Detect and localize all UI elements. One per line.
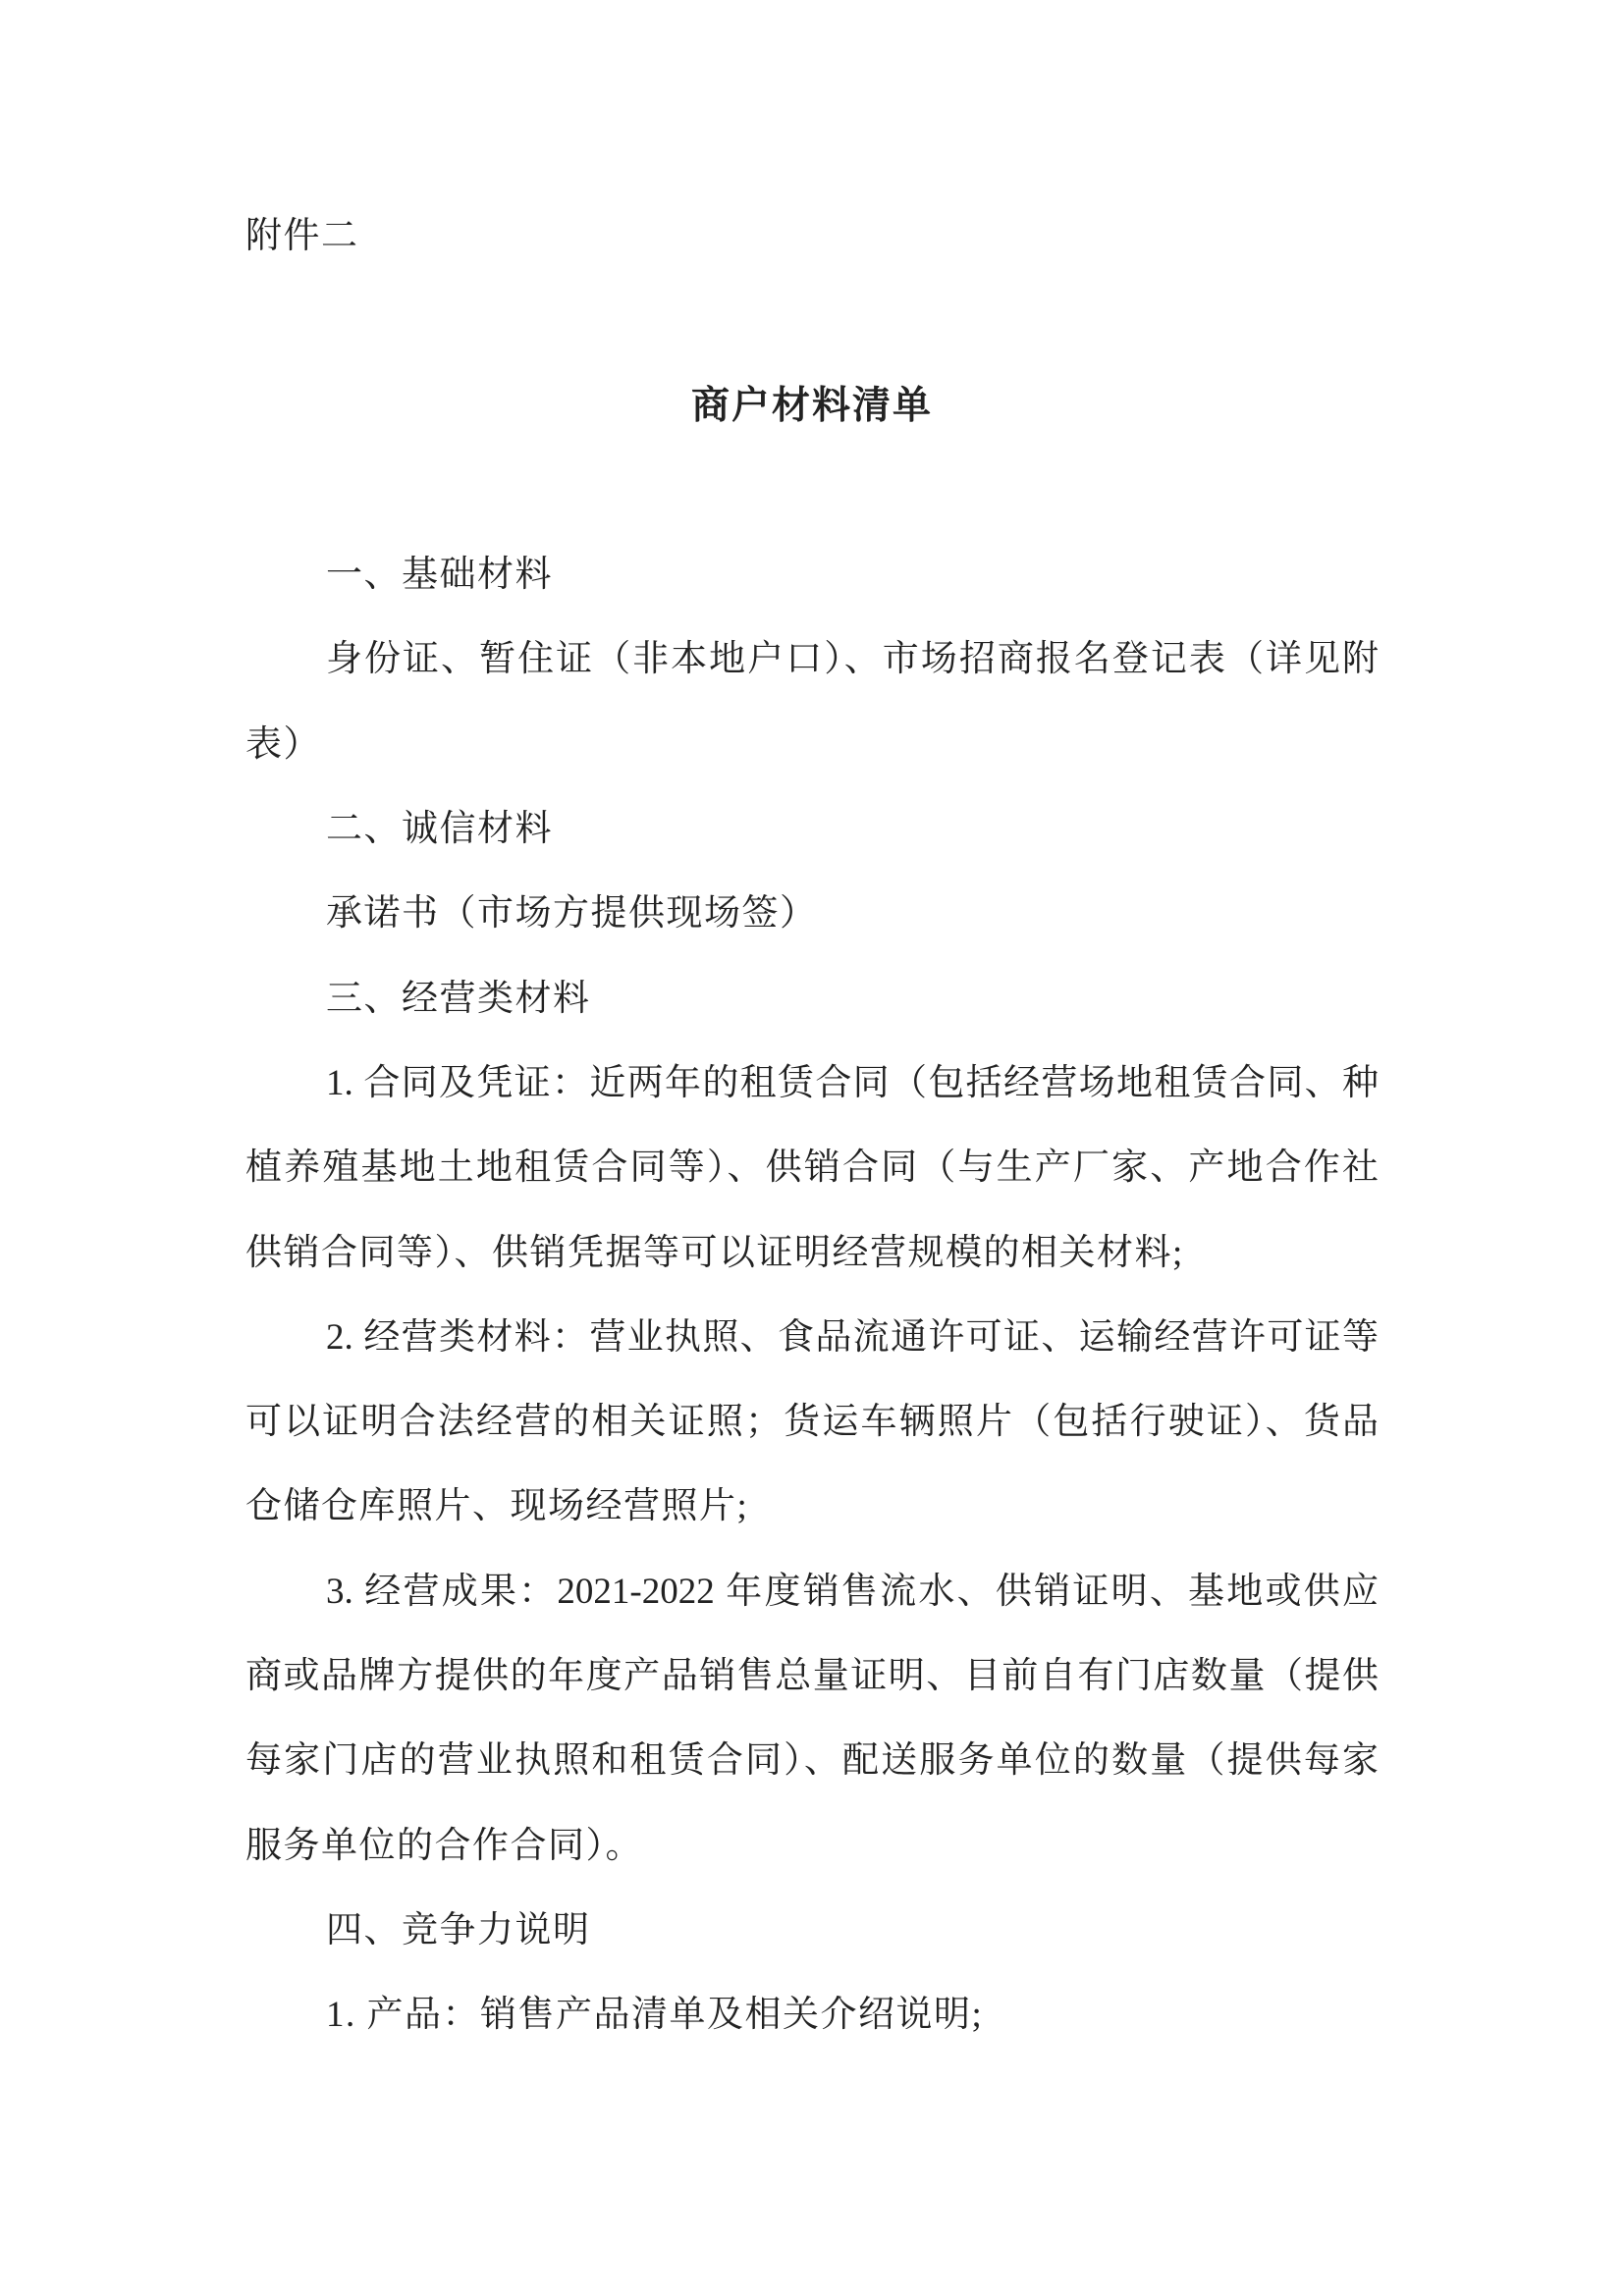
blank-line [245, 279, 1379, 363]
text-line: 2. 经营类材料：营业执照、食品流通许可证、运输经营许可证等 [326, 1316, 1379, 1358]
section-heading-3: 三、经营类材料 [326, 978, 591, 1019]
attachment-label: 附件二 [245, 216, 359, 256]
text-line: 可以证明合法经营的相关证照；货运车辆照片（包括行驶证）、货品 [245, 1402, 1379, 1443]
text-line: 表） [245, 723, 321, 765]
text-line: 1. 合同及凭证：近两年的租赁合同（包括经营场地租赁合同、种 [326, 1062, 1379, 1103]
document-body [245, 194, 1379, 2058]
text-line: 3. 经营成果：2021-2022 年度销售流水、供销证明、基地或供应 [326, 1571, 1379, 1612]
text-line: 供销合同等）、供销凭据等可以证明经营规模的相关材料; [245, 1232, 1184, 1273]
text-line: 身份证、暂住证（非本地户口）、市场招商报名登记表（详见附 [326, 639, 1379, 680]
document-title: 商户材料清单 [690, 384, 933, 427]
text-line: 服务单位的合作合同）。 [245, 1825, 643, 1866]
text-line: 1. 产品：销售产品清单及相关介绍说明; [326, 1995, 984, 2036]
section-heading-4: 四、竞争力说明 [326, 1909, 591, 1950]
text-line: 商或品牌方提供的年度产品销售总量证明、目前自有门店数量（提供 [245, 1656, 1379, 1697]
text-line: 每家门店的营业执照和租赁合同）、配送服务单位的数量（提供每家 [245, 1740, 1379, 1782]
blank-line [245, 449, 1379, 533]
text-line: 仓储仓库照片、现场经营照片; [245, 1486, 749, 1527]
text-line: 植养殖基地土地租赁合同等）、供销合同（与生产厂家、产地合作社 [245, 1148, 1379, 1189]
section-heading-1: 一、基础材料 [326, 555, 553, 596]
text-line: 承诺书（市场方提供现场签） [326, 893, 818, 934]
section-heading-2: 二、诚信材料 [326, 809, 553, 850]
